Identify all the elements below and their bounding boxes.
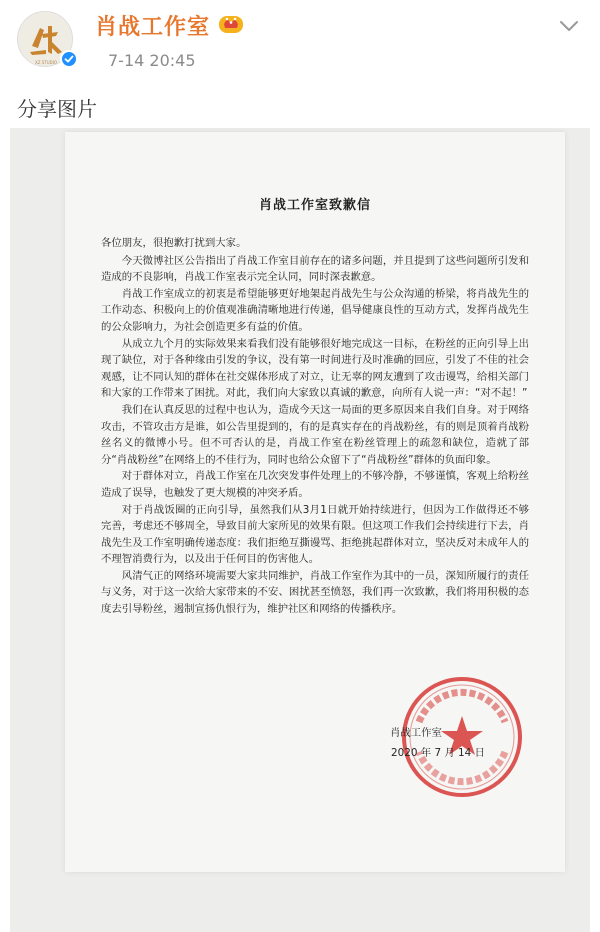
verified-icon bbox=[60, 50, 78, 68]
letter-title: 肖战工作室致歉信 bbox=[258, 198, 371, 213]
letter-paragraph: 从成立九个月的实际效果来看我们没有能够很好地完成这一目标，在粉丝的正向引导上出现了缺位，对于各种缘由引发的争议，没有第一时间进行及时准确的回应，引发了不佳的社会观感，让不同认知的群体在社交媒体形成了对立，让无辜的网友遭到了攻击谩骂，给相关部门和大家的工作带来了困扰。对此，我们向大家致以真诚的歉意，向所有人说一声：“对不起！” bbox=[101, 337, 529, 400]
letter-body bbox=[101, 235, 529, 618]
letter-signature: 肖战工作室 bbox=[390, 727, 442, 739]
letter-paragraph: 风清气正的网络环境需要大家共同维护，肖战工作室作为其中的一员，深知所履行的责任与义务，对于这一次给大家带来的不安、困扰甚至愤怒，我们再一次致歉，我们将用积极的态度去引导粉丝，遏制宣扬仇恨行为，维护社区和网络的传播秩序。 bbox=[101, 569, 529, 616]
svg-text:XZ STUDIO: XZ STUDIO bbox=[34, 60, 58, 65]
letter-paragraph: 我们在认真反思的过程中也认为，造成今天这一局面的更多原因来自我们自身。对于网络攻击，不管攻击方是谁，如公告里提到的，有的是真实存在的肖战粉丝，有的则是顶着肖战粉丝名义的微博小号。但不可否认的是，肖战工作室在粉丝管理上的疏忽和缺位，造就了部分“肖战粉丝”在网络上的不佳行为，同时也给公众留下了“肖战粉丝”群体的负面印象。 bbox=[101, 403, 529, 466]
post-time: 7-14 20:45 bbox=[108, 51, 196, 70]
letter-paragraph: 今天微博社区公告指出了肖战工作室目前存在的诸多问题，并且提到了这些问题所引发和造成的不良影响，肖战工作室表示完全认同，同时深表歉意。 bbox=[101, 254, 529, 284]
post-header bbox=[0, 0, 600, 80]
letter-paragraph: 肖战工作室成立的初衷是希望能够更好地架起肖战先生与公众沟通的桥梁，将肖战先生的工作动态、积极向上的价值观准确清晰地进行传递，倡导健康良性的互动方式，发挥肖战先生的公众影响力，为社会创造更多有益的价值。 bbox=[101, 287, 529, 333]
post-image[interactable] bbox=[10, 128, 590, 932]
letter-date: 2020 年 7 月 14 日 bbox=[391, 747, 485, 759]
letter-paragraph: 对于群体对立，肖战工作室在几次突发事件处理上的不够冷静，不够谨慎，客观上给粉丝造成了误导，也触发了更大规模的冲突矛盾。 bbox=[101, 470, 529, 499]
letter-greeting: 各位朋友，很抱歉打扰到大家。 bbox=[101, 237, 247, 249]
letter-paragraph: 对于肖战饭圈的正向引导，虽然我们从3月1日就开始持续进行，但因为工作做得还不够完善，考虑还不够周全，导致目前大家所见的效果有限。但这项工作我们会持续进行下去，肖战先生及工作室明确传递态度：我们拒绝互撕谩骂、拒绝挑起群体对立，坚决反对未成年人的不理智消费行为，以及出于任何目的伤害他人。 bbox=[101, 503, 529, 566]
apology-letter bbox=[65, 132, 565, 872]
author-name[interactable]: 肖战工作室 bbox=[95, 15, 211, 40]
post-text: 分享图片 bbox=[17, 97, 97, 121]
chevron-down-icon[interactable] bbox=[556, 14, 582, 38]
crown-icon[interactable] bbox=[218, 12, 244, 34]
